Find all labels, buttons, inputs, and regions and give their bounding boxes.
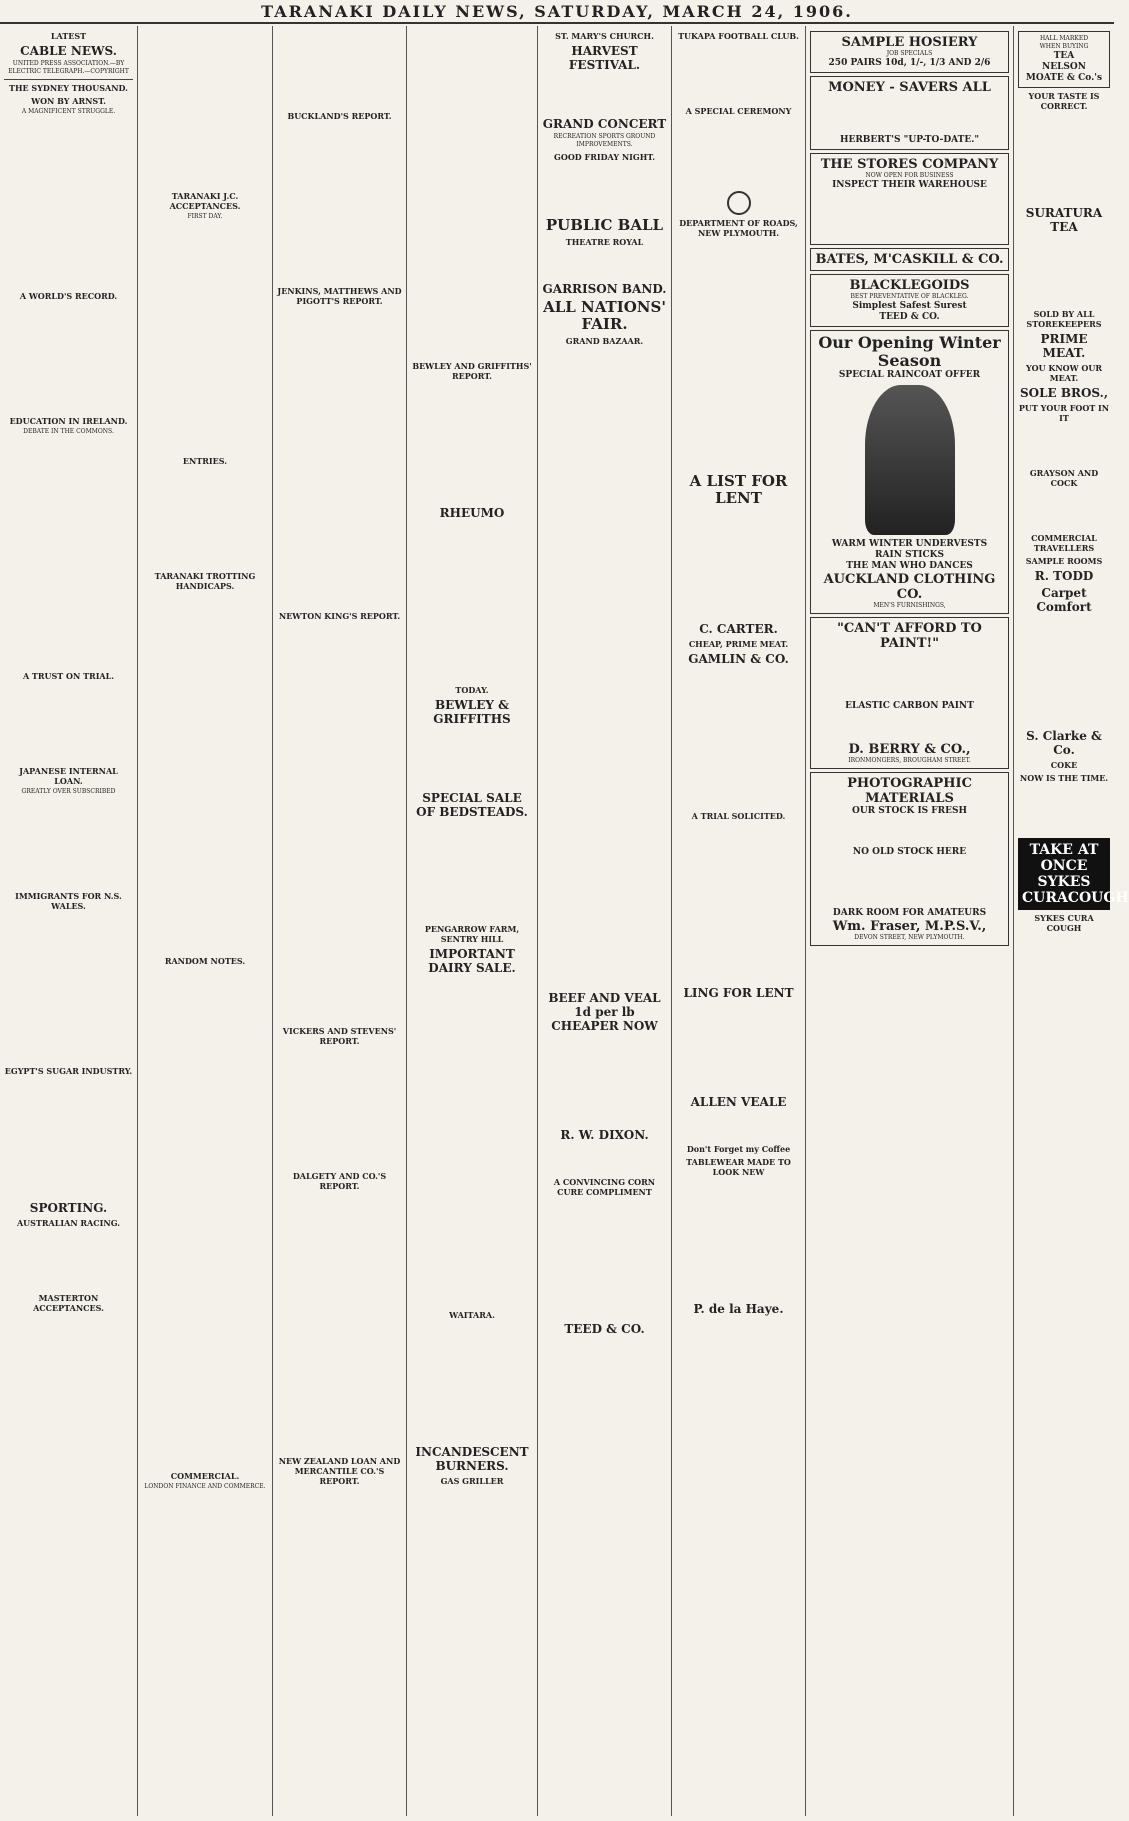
ad-body bbox=[814, 858, 1005, 908]
article-subheading: CHEAP, PRIME MEAT. bbox=[688, 639, 789, 649]
article-heading: NEWTON KING'S REPORT. bbox=[278, 611, 401, 621]
article-heading: SYKES CURA COUGH bbox=[1034, 913, 1094, 933]
coat-of-arms-icon bbox=[727, 191, 751, 215]
article-heading: WAITARA. bbox=[449, 1310, 495, 1320]
raincoat-figure-icon bbox=[865, 385, 955, 535]
ad-subtitle: NO OLD STOCK HERE bbox=[852, 847, 967, 857]
article-heading: BEWLEY & GRIFFITHS bbox=[433, 698, 511, 726]
article-heading: P. de la Haye. bbox=[693, 1302, 784, 1316]
column-3 bbox=[273, 26, 407, 1816]
article-body bbox=[4, 303, 133, 413]
article-heading: RHEUMO bbox=[439, 506, 505, 520]
article-body bbox=[277, 28, 402, 108]
article-heading: Carpet Comfort bbox=[1036, 586, 1092, 614]
article-body bbox=[142, 968, 268, 1468]
article-subheading: DEBATE IN THE COMMONS. bbox=[23, 428, 114, 435]
article-body bbox=[676, 118, 801, 188]
article-heading: EDUCATION IN IRELAND. bbox=[9, 416, 128, 426]
ad-price: 250 PAIRS 10d, 1/-, 1/3 AND 2/6 bbox=[828, 58, 991, 68]
article-heading: ALL NATIONS' FAIR. bbox=[543, 298, 666, 333]
article-body bbox=[542, 1144, 667, 1174]
ad-subtitle: RAIN STICKS bbox=[875, 550, 944, 560]
article-subheading: A MAGNIFICENT STRUGGLE. bbox=[21, 108, 116, 115]
ad-subtitle: DEVON STREET, NEW PLYMOUTH. bbox=[854, 934, 965, 941]
ad-title: BLACKLEGOIDS bbox=[849, 278, 970, 293]
article-body bbox=[542, 1035, 667, 1125]
article-subheading: GREATLY OVER SUBSCRIBED bbox=[21, 788, 116, 795]
article-heading: S. Clarke & Co. bbox=[1026, 729, 1102, 757]
article-body bbox=[4, 683, 133, 763]
article-body bbox=[4, 1078, 133, 1198]
article-body bbox=[676, 43, 801, 103]
article-body bbox=[277, 308, 402, 608]
article-heading: SPORTING. bbox=[29, 1201, 108, 1215]
bates-ad bbox=[810, 248, 1009, 271]
article-heading: TODAY. bbox=[455, 685, 489, 695]
article-heading: SURATURA TEA bbox=[1025, 206, 1103, 234]
ad-title: Our Opening Winter Season bbox=[818, 333, 1001, 370]
article-heading: COMMERCIAL TRAVELLERS bbox=[1031, 533, 1097, 553]
article-heading: A LIST FOR LENT bbox=[689, 472, 788, 507]
article-subheading: FIRST DAY. bbox=[187, 213, 223, 220]
article-body bbox=[411, 522, 533, 682]
article-body bbox=[4, 118, 133, 288]
ad-title: MONEY - SAVERS ALL bbox=[828, 80, 991, 95]
article-heading: TARANAKI J.C. ACCEPTANCES. bbox=[169, 191, 241, 211]
article-body bbox=[676, 1002, 801, 1092]
article-heading: PUT YOUR FOOT IN IT bbox=[1018, 403, 1110, 423]
ad-subtitle: WHEN BUYING bbox=[1039, 43, 1089, 50]
photographic-ad bbox=[810, 772, 1009, 946]
article-body bbox=[676, 509, 801, 619]
article-heading: TUKAPA FOOTBALL CLUB. bbox=[678, 31, 799, 41]
article-body bbox=[676, 1111, 801, 1141]
ad-subtitle: INSPECT THEIR WAREHOUSE bbox=[832, 180, 987, 190]
ad-title: HALL MARKED bbox=[1039, 35, 1089, 42]
article-body bbox=[542, 249, 667, 279]
article-body bbox=[4, 1230, 133, 1290]
ad-subtitle: WARM WINTER UNDERVESTS bbox=[831, 539, 988, 549]
article-body bbox=[4, 913, 133, 1063]
article-heading: ST. MARY'S CHURCH. bbox=[555, 31, 654, 41]
article-heading: GRAND CONCERT bbox=[542, 117, 667, 131]
article-heading: GOOD FRIDAY NIGHT. bbox=[554, 152, 655, 162]
article-body bbox=[411, 728, 533, 788]
ad-subtitle: THE MAN WHO DANCES bbox=[846, 561, 973, 571]
article-body bbox=[542, 74, 667, 114]
article-heading: A TRUST ON TRIAL. bbox=[22, 671, 115, 681]
cable-subheading: UNITED PRESS ASSOCIATION.—BY ELECTRIC TELEGRAPH.—COPYRIGHT bbox=[8, 60, 129, 75]
stores-company-ad bbox=[810, 153, 1009, 245]
article-body bbox=[142, 468, 268, 568]
article-subheading: AUSTRALIAN RACING. bbox=[16, 1218, 121, 1228]
paint-ad bbox=[810, 617, 1009, 769]
ad-title: TAKE AT ONCE SYKES CURACOUGH bbox=[1022, 842, 1129, 906]
ad-body bbox=[814, 817, 1005, 847]
article-heading: YOUR TASTE IS CORRECT. bbox=[1028, 91, 1100, 111]
article-body bbox=[411, 383, 533, 503]
ad-subtitle: SPECIAL RAINCOAT OFFER bbox=[838, 370, 981, 380]
ad-subtitle: TEA bbox=[1053, 51, 1075, 61]
column-5 bbox=[538, 26, 672, 1816]
column-1 bbox=[0, 26, 138, 1816]
ad-company: D. BERRY & CO., bbox=[848, 742, 971, 757]
article-body bbox=[142, 593, 268, 953]
article-body bbox=[1018, 616, 1110, 726]
article-body bbox=[676, 1179, 801, 1299]
ad-subtitle: OUR STOCK IS FRESH bbox=[851, 806, 968, 816]
article-body bbox=[411, 28, 533, 358]
article-heading: C. CARTER. bbox=[699, 622, 778, 636]
ad-title: THE STORES COMPANY bbox=[820, 157, 999, 172]
article-heading: BEEF AND VEAL 1d per lb CHEAPER NOW bbox=[548, 991, 661, 1033]
article-heading: TEED & CO. bbox=[564, 1322, 645, 1336]
article-heading: VICKERS AND STEVENS' REPORT. bbox=[282, 1026, 397, 1046]
article-heading: A CONVINCING CORN CURE COMPLIMENT bbox=[553, 1177, 656, 1197]
article-heading: SOLE BROS., bbox=[1019, 386, 1109, 400]
article-body bbox=[676, 668, 801, 808]
article-heading: PENGARROW FARM, SENTRY HILL bbox=[424, 924, 520, 944]
article-subheading: COKE bbox=[1050, 760, 1078, 770]
ad-company: Wm. Fraser, M.P.S.V., bbox=[832, 919, 987, 934]
ad-title: BATES, M'CASKILL & CO. bbox=[815, 252, 1004, 267]
article-body bbox=[142, 223, 268, 453]
ad-body bbox=[814, 651, 1005, 701]
column-4 bbox=[407, 26, 538, 1816]
article-body bbox=[1018, 425, 1110, 465]
article-heading: ENTRIES. bbox=[182, 456, 228, 466]
article-heading: IMMIGRANTS FOR N.S. WALES. bbox=[15, 891, 122, 911]
column-7 bbox=[806, 26, 1014, 1816]
masthead: TARANAKI DAILY NEWS, SATURDAY, MARCH 24, 1906. bbox=[0, 0, 1114, 24]
ad-body bbox=[814, 712, 1005, 742]
article-subheading: LONDON FINANCE AND COMMERCE. bbox=[144, 1483, 266, 1490]
ad-subtitle: NOW OPEN FOR BUSINESS bbox=[865, 172, 954, 179]
ad-title: SAMPLE HOSIERY bbox=[841, 35, 978, 50]
article-heading: A TRIAL SOLICITED. bbox=[691, 811, 786, 821]
column-6 bbox=[672, 26, 806, 1816]
ad-subtitle: DARK ROOM FOR AMATEURS bbox=[832, 908, 987, 918]
article-heading: RANDOM NOTES. bbox=[164, 956, 246, 966]
article-heading: A WORLD'S RECORD. bbox=[19, 291, 118, 301]
article-subheading: GRAND BAZAAR. bbox=[565, 336, 644, 346]
article-subheading: WON BY ARNST. bbox=[31, 96, 106, 106]
article-heading: IMPORTANT DAIRY SALE. bbox=[428, 947, 516, 975]
article-heading: BUCKLAND'S REPORT. bbox=[287, 111, 392, 121]
article-heading: PUBLIC BALL bbox=[545, 216, 664, 234]
article-subheading: GAS GRILLER bbox=[440, 1476, 504, 1486]
article-body bbox=[1018, 236, 1110, 306]
article-body bbox=[277, 623, 402, 1023]
ad-company: NELSON MOATE & Co.'s bbox=[1025, 62, 1103, 83]
divider bbox=[4, 79, 133, 80]
article-heading: COMMERCIAL. bbox=[170, 1471, 240, 1481]
ad-subtitle: ELASTIC CARBON PAINT bbox=[845, 701, 974, 711]
article-heading: TABLEWEAR MADE TO LOOK NEW bbox=[686, 1157, 791, 1177]
article-body bbox=[277, 1193, 402, 1453]
ad-company: AUCKLAND CLOTHING CO. bbox=[823, 572, 996, 602]
article-subheading: RECREATION SPORTS GROUND IMPROVEMENTS. bbox=[553, 133, 656, 148]
article-body bbox=[4, 798, 133, 888]
article-body bbox=[676, 240, 801, 470]
article-body bbox=[1018, 785, 1110, 835]
column-8 bbox=[1014, 26, 1129, 1816]
article-body bbox=[277, 1048, 402, 1168]
ad-subtitle: BEST PREVENTATIVE OF BLACKLEG. bbox=[850, 293, 969, 300]
article-body bbox=[277, 123, 402, 283]
article-body bbox=[542, 1199, 667, 1319]
article-body bbox=[411, 1322, 533, 1442]
ad-title: "CAN'T AFFORD TO PAINT!" bbox=[837, 621, 982, 651]
article-heading: R. W. DIXON. bbox=[560, 1128, 649, 1142]
cable-news-heading: CABLE NEWS. bbox=[20, 44, 117, 58]
article-heading: PRIME MEAT. bbox=[1040, 332, 1088, 360]
article-heading: A SPECIAL CEREMONY bbox=[685, 106, 792, 116]
article-body bbox=[1018, 490, 1110, 530]
nelson-tea-ad bbox=[1018, 31, 1110, 88]
ad-slogan: Simplest Safest Surest bbox=[852, 301, 967, 311]
article-heading: TARANAKI TROTTING HANDICAPS. bbox=[154, 571, 256, 591]
article-heading: DEPARTMENT OF ROADS, NEW PLYMOUTH. bbox=[679, 218, 798, 238]
article-subheading: YOU KNOW OUR MEAT. bbox=[1025, 363, 1103, 383]
article-body bbox=[542, 348, 667, 988]
article-body bbox=[411, 821, 533, 921]
article-heading: SOLD BY ALL STOREKEEPERS bbox=[1026, 309, 1102, 329]
column-2 bbox=[138, 26, 273, 1816]
article-body bbox=[142, 28, 268, 188]
article-heading: NEW ZEALAND LOAN AND MERCANTILE CO.'S REPORT. bbox=[278, 1456, 401, 1486]
ad-subtitle: IRONMONGERS, BROUGHAM STREET. bbox=[848, 757, 971, 764]
article-heading: DALGETY AND CO.'S REPORT. bbox=[292, 1171, 387, 1191]
article-heading: R. TODD bbox=[1034, 569, 1094, 583]
article-heading: BEWLEY AND GRIFFITHS' REPORT. bbox=[412, 361, 532, 381]
winter-season-ad bbox=[810, 330, 1009, 614]
article-subheading: SAMPLE ROOMS bbox=[1025, 556, 1103, 566]
cura-cough-ad bbox=[1018, 838, 1129, 910]
article-heading: Don't Forget my Coffee bbox=[686, 1144, 791, 1154]
article-heading: LING FOR LENT bbox=[683, 986, 794, 1000]
blacklegoids-ad bbox=[810, 274, 1009, 327]
ad-company: TEED & CO. bbox=[879, 312, 940, 322]
article-heading: GARRISON BAND. bbox=[542, 282, 667, 296]
article-heading: HARVEST FESTIVAL. bbox=[568, 44, 641, 72]
article-heading: JAPANESE INTERNAL LOAN. bbox=[19, 766, 118, 786]
article-heading: THE SYDNEY THOUSAND. bbox=[9, 83, 128, 93]
article-heading: MASTERTON ACCEPTANCES. bbox=[33, 1293, 104, 1313]
article-heading: EGYPT'S SUGAR INDUSTRY. bbox=[4, 1066, 133, 1076]
ad-body bbox=[814, 191, 1005, 241]
hosiery-ad bbox=[810, 31, 1009, 73]
article-heading: SPECIAL SALE OF BEDSTEADS. bbox=[416, 791, 528, 819]
ad-title: PHOTOGRAPHIC MATERIALS bbox=[847, 776, 972, 806]
article-heading: GRAYSON AND COCK bbox=[1029, 468, 1099, 488]
article-body bbox=[4, 438, 133, 668]
article-heading: JENKINS, MATTHEWS AND PIGOTT'S REPORT. bbox=[277, 286, 402, 306]
ad-subtitle: MEN'S FURNISHINGS, bbox=[873, 602, 946, 609]
article-heading: INCANDESCENT BURNERS. bbox=[415, 1445, 529, 1473]
article-body bbox=[1018, 113, 1110, 203]
money-savers-ad bbox=[810, 76, 1009, 150]
latest-heading: LATEST bbox=[50, 31, 87, 41]
article-body bbox=[542, 164, 667, 214]
ad-subtitle: JOB SPECIALS bbox=[886, 50, 933, 57]
ad-subtitle: HERBERT'S "UP-TO-DATE." bbox=[839, 135, 980, 145]
article-body bbox=[676, 823, 801, 983]
article-heading: NOW IS THE TIME. bbox=[1019, 773, 1109, 783]
article-heading: ALLEN VEALE bbox=[690, 1095, 787, 1109]
ad-body bbox=[814, 95, 1005, 135]
article-body bbox=[411, 977, 533, 1307]
article-heading: GAMLIN & CO. bbox=[688, 652, 789, 666]
article-subheading: THEATRE ROYAL bbox=[565, 237, 644, 247]
